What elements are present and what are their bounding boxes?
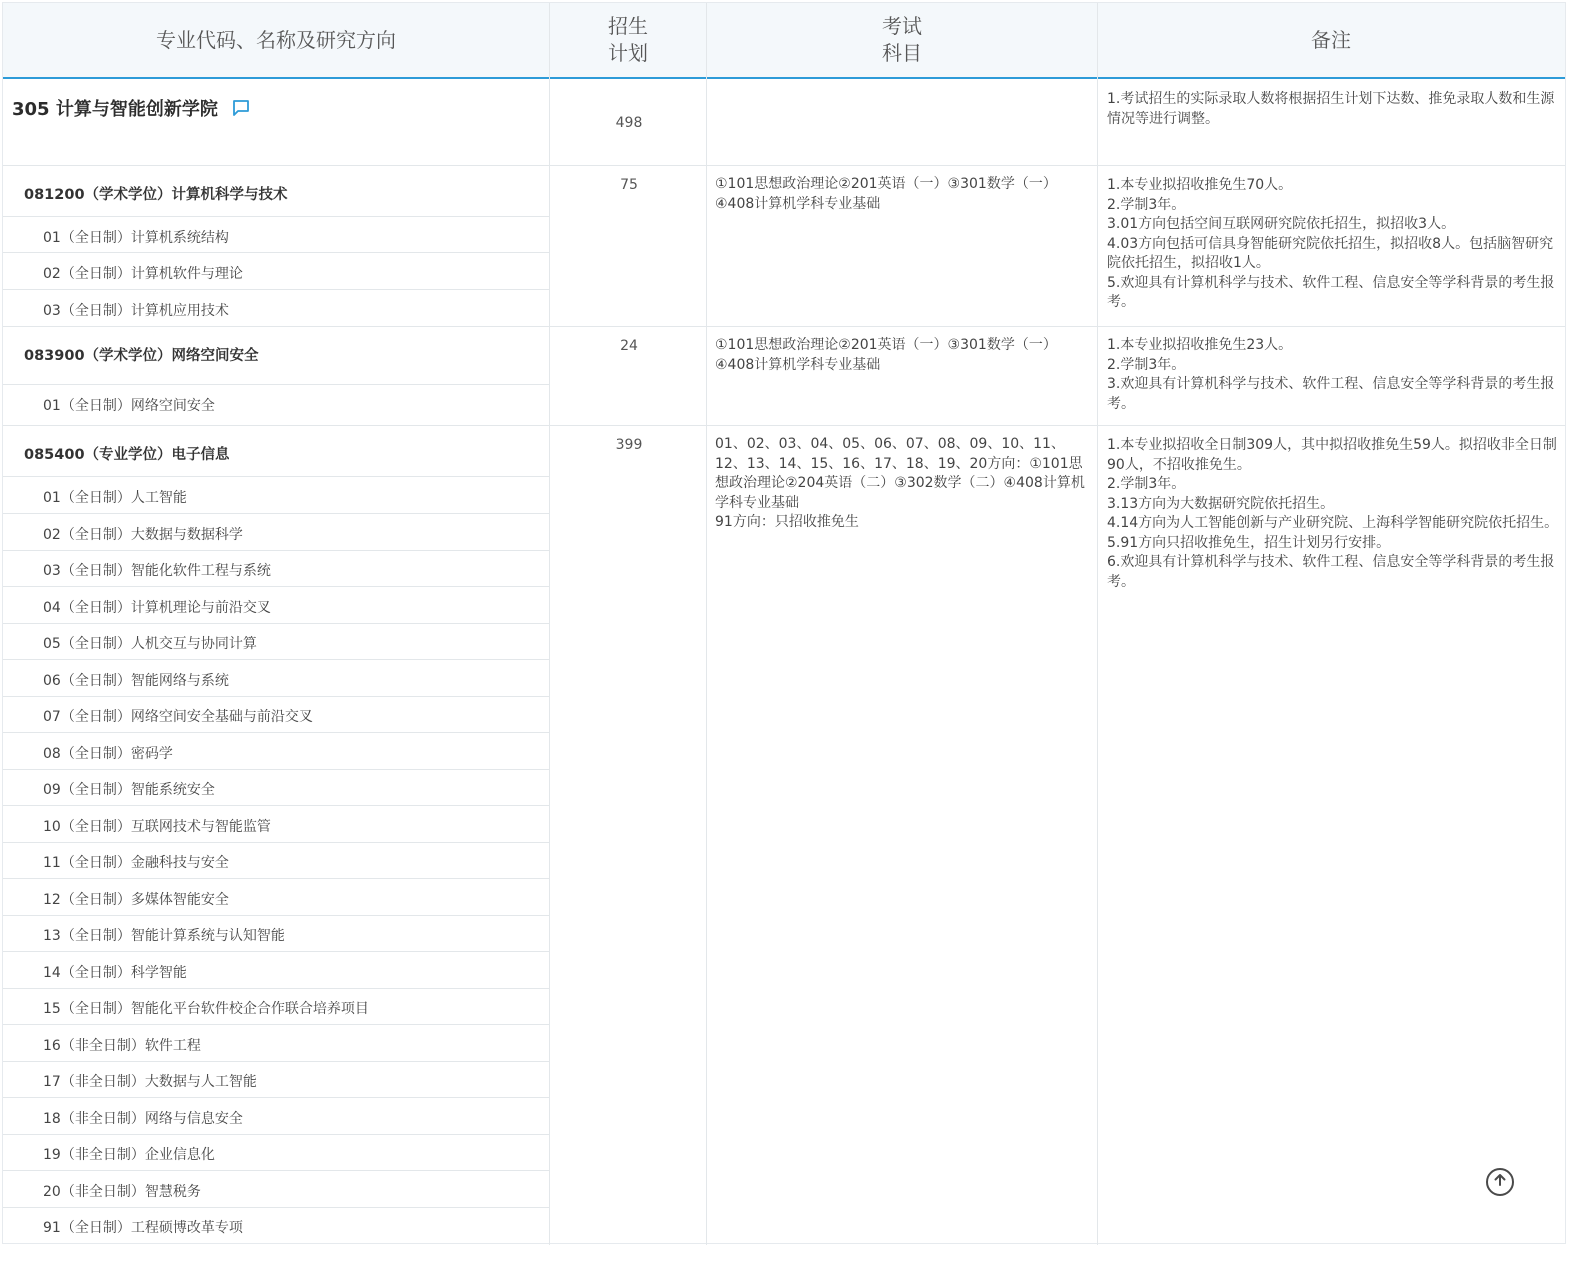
row-divider	[3, 1024, 549, 1025]
direction-item[interactable]: 05（全日制）人机交互与协同计算	[43, 636, 257, 652]
direction-item[interactable]: 01（全日制）人工智能	[43, 490, 187, 506]
row-divider	[3, 216, 549, 217]
header-exam	[707, 3, 1097, 77]
header-plan-line2: 计划	[608, 41, 648, 65]
direction-item[interactable]: 07（全日制）网络空间安全基础与前沿交叉	[43, 709, 313, 725]
admission-table	[2, 2, 1566, 1244]
direction-item[interactable]: 03（全日制）智能化软件工程与系统	[43, 563, 271, 579]
direction-item[interactable]: 16（非全日制）软件工程	[43, 1037, 201, 1054]
major-title[interactable]: 083900（学术学位）网络空间安全	[24, 348, 259, 364]
row-divider	[3, 878, 549, 879]
row-divider	[3, 623, 549, 624]
header-exam-line1: 考试	[882, 14, 922, 38]
major-exam: 01、02、03、04、05、06、07、08、09、10、11、12、13、14、15、16、17、18、19、20方向：①101思想政治理论②204英语（二）③302数学（二）④408计算机学科专业基础 91方向：只招收推免生	[715, 436, 1085, 530]
table-header	[3, 3, 1565, 79]
row-divider	[3, 326, 1565, 327]
direction-item[interactable]: 04（全日制）计算机理论与前沿交叉	[43, 599, 271, 616]
college-plan: 498	[615, 115, 643, 131]
row-divider	[3, 586, 549, 587]
comment-icon[interactable]	[232, 99, 250, 117]
major-plan: 399	[615, 437, 643, 453]
row-divider	[3, 513, 549, 514]
row-divider	[3, 696, 549, 697]
row-divider	[3, 1097, 549, 1098]
row-divider	[3, 476, 549, 477]
direction-item[interactable]: 91（全日制）工程硕博改革专项	[43, 1220, 243, 1236]
row-divider	[3, 988, 549, 989]
scroll-to-top-button[interactable]	[1486, 1168, 1514, 1196]
row-divider	[3, 425, 1565, 426]
row-divider	[3, 1061, 549, 1062]
major-title[interactable]: 085400（专业学位）电子信息	[24, 447, 230, 463]
row-divider	[3, 842, 549, 843]
college-name: 305 计算与智能创新学院	[12, 99, 218, 120]
direction-item[interactable]: 15（全日制）智能化平台软件校企合作联合培养项目	[43, 1001, 369, 1017]
college-note: 1.考试招生的实际录取人数将根据招生计划下达数、推免录取人数和生源情况等进行调整。	[1107, 91, 1555, 127]
major-plan: 24	[620, 338, 638, 354]
header-plan	[549, 3, 707, 77]
header-plan-line1: 招生	[608, 14, 648, 38]
direction-item[interactable]: 11（全日制）金融科技与安全	[43, 855, 229, 871]
row-divider	[3, 384, 549, 385]
row-divider	[3, 951, 549, 952]
major-exam: ①101思想政治理论②201英语（一）③301数学（一）④408计算机学科专业基础	[715, 176, 1057, 212]
row-divider	[3, 550, 549, 551]
direction-item[interactable]: 10（全日制）互联网技术与智能监管	[43, 818, 271, 835]
direction-item[interactable]: 01（全日制）计算机系统结构	[43, 230, 229, 246]
row-divider	[3, 915, 549, 916]
college-name-cell	[12, 95, 250, 121]
row-divider	[3, 732, 549, 733]
direction-item[interactable]: 06（全日制）智能网络与系统	[43, 672, 229, 689]
major-exam: ①101思想政治理论②201英语（一）③301数学（一）④408计算机学科专业基础	[715, 337, 1057, 373]
direction-item[interactable]: 19（非全日制）企业信息化	[43, 1147, 215, 1163]
direction-item[interactable]: 18（非全日制）网络与信息安全	[43, 1110, 243, 1127]
column-divider	[549, 3, 550, 1245]
row-divider	[3, 1134, 549, 1135]
row-divider	[3, 165, 1565, 166]
direction-item[interactable]: 08（全日制）密码学	[43, 745, 173, 762]
major-note: 1.本专业拟招收推免生23人。 2.学制3年。 3.欢迎具有计算机科学与技术、软件工程、信息安全等学科背景的考生报考。	[1107, 337, 1555, 412]
major-title[interactable]: 081200（学术学位）计算机科学与技术	[24, 187, 288, 203]
direction-item[interactable]: 02（全日制）大数据与数据科学	[43, 526, 243, 543]
direction-item[interactable]: 17（非全日制）大数据与人工智能	[43, 1074, 257, 1090]
direction-item[interactable]: 14（全日制）科学智能	[43, 964, 187, 981]
header-major: 专业代码、名称及研究方向	[156, 27, 396, 52]
arrow-up-circle-icon	[1492, 1172, 1508, 1192]
major-plan: 75	[620, 177, 638, 193]
major-note: 1.本专业拟招收推免生70人。 2.学制3年。 3.01方向包括空间互联网研究院依托招生，拟招收3人。 4.03方向包括可信具身智能研究院依托招生，拟招收8人。包括脑智研究院依托招生，拟招收1人。 5.欢迎具有计算机科学与技术、软件工程、信息安全等学科背景的考生报考。	[1107, 177, 1555, 310]
row-divider	[3, 769, 549, 770]
direction-item[interactable]: 03（全日制）计算机应用技术	[43, 303, 229, 319]
direction-item[interactable]: 02（全日制）计算机软件与理论	[43, 266, 243, 282]
direction-item[interactable]: 20（非全日制）智慧税务	[43, 1183, 201, 1200]
row-divider	[3, 805, 549, 806]
row-divider	[3, 252, 549, 253]
row-divider	[3, 659, 549, 660]
row-divider	[3, 1207, 549, 1208]
direction-item[interactable]: 01（全日制）网络空间安全	[43, 398, 215, 414]
header-exam-line2: 科目	[882, 41, 922, 65]
row-divider	[3, 289, 549, 290]
direction-item[interactable]: 09（全日制）智能系统安全	[43, 782, 215, 798]
direction-item[interactable]: 12（全日制）多媒体智能安全	[43, 891, 229, 908]
major-note: 1.本专业拟招收全日制309人，其中拟招收推免生59人。拟招收非全日制90人，不招收推免生。 2.学制3年。 3.13方向为大数据研究院依托招生。 4.14方向为人工智能创新与产业研究院、上海科学智能研究院依托招生。 5.91方向只招收推免生，招生计划另行安排。 6.欢迎具有计算机科学与技术、软件工程、信息安全等学科背景的考生报考。	[1107, 437, 1559, 590]
row-divider	[3, 1170, 549, 1171]
column-divider	[1097, 3, 1098, 1245]
direction-item[interactable]: 13（全日制）智能计算系统与认知智能	[43, 928, 285, 944]
header-notes: 备注	[1311, 27, 1351, 52]
